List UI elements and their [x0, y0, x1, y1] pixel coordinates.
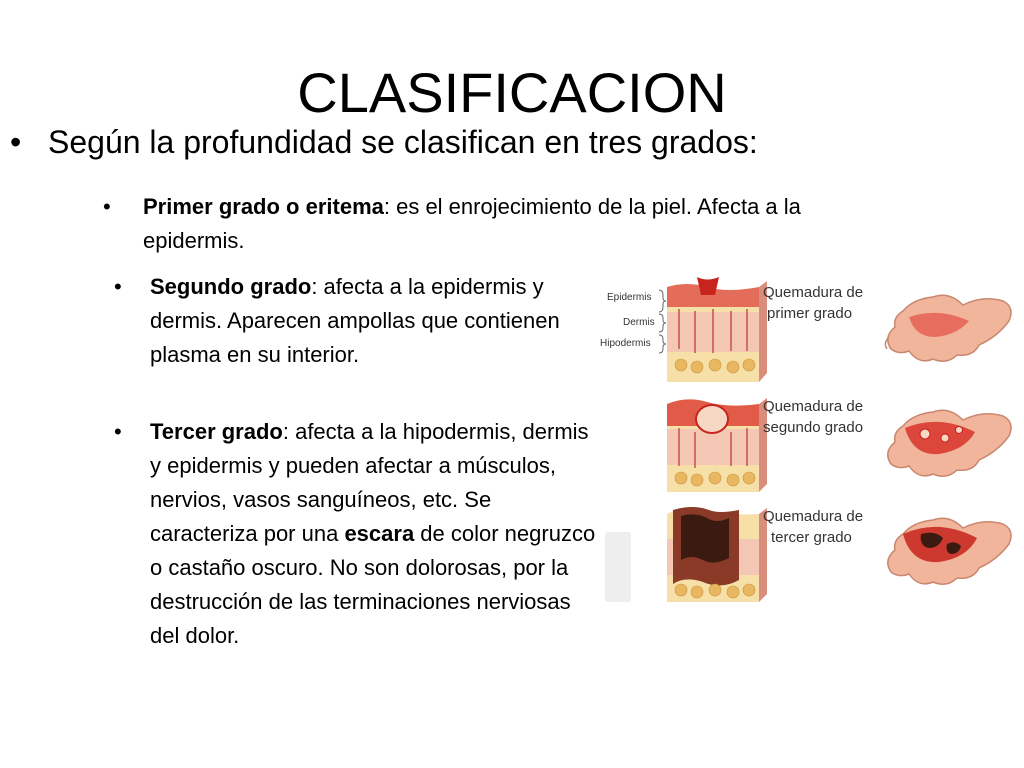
bullet-marker: • — [103, 194, 111, 219]
hand-second-degree — [888, 410, 1011, 476]
grade-second — [114, 270, 600, 372]
slide-title: CLASIFICACION — [297, 61, 727, 124]
layer-label-dermis: Dermis — [623, 317, 655, 328]
intro-bullet — [10, 121, 758, 163]
grade-first — [103, 190, 883, 258]
intro-text: Según la profundidad se clasifican en tres grados: — [48, 124, 758, 160]
grade-third-desc-b: de color negruzco o castaño oscuro. No son dolorosas, por la destrucción de las terminaciones nerviosas del dolor. — [150, 521, 596, 648]
burn-degrees-illustration — [595, 262, 1020, 607]
caption-first-degree-line2: primer grado — [767, 305, 853, 322]
brace-dermis — [659, 314, 666, 332]
grade-third-desc-a: : afecta a la hipodermis, dermis y epidermis y pueden afectar a músculos, nervios, vasos sanguíneos, etc. Se caracteriza por una — [150, 419, 589, 546]
grade-third — [114, 415, 600, 653]
grade-first-desc: : es el enrojecimiento de la piel. Afecta a la epidermis. — [143, 194, 801, 253]
grade-third-term: Tercer grado — [150, 419, 283, 444]
skin-section-second-degree — [667, 398, 767, 492]
caption-second-degree-line2: segundo grado — [763, 419, 864, 436]
bullet-marker: • — [114, 419, 122, 444]
brace-hipodermis — [659, 335, 666, 353]
grade-first-term: Primer grado o eritema — [143, 194, 384, 219]
bullet-marker: • — [114, 274, 122, 299]
bullet-marker: • — [10, 124, 22, 160]
skin-section-third-degree — [667, 507, 767, 602]
brace-epidermis — [659, 290, 666, 312]
caption-first-degree-line1: Quemadura de — [763, 284, 864, 301]
caption-second-degree-line1: Quemadura de — [763, 398, 864, 415]
decorative-shadow — [605, 532, 631, 602]
eschar-term: escara — [344, 521, 415, 546]
grade-second-term: Segundo grado — [150, 274, 312, 299]
hand-first-degree — [885, 295, 1011, 361]
hand-third-degree — [888, 518, 1011, 584]
grade-second-desc: : afecta a la epidermis y dermis. Aparecen ampollas que contienen plasma en su interior. — [150, 274, 560, 367]
skin-section-first-degree — [667, 277, 767, 382]
caption-third-degree-line1: Quemadura de — [763, 508, 864, 525]
layer-label-hipodermis: Hipodermis — [600, 338, 651, 349]
layer-label-epidermis: Epidermis — [607, 292, 652, 303]
caption-third-degree-line2: tercer grado — [771, 529, 852, 546]
